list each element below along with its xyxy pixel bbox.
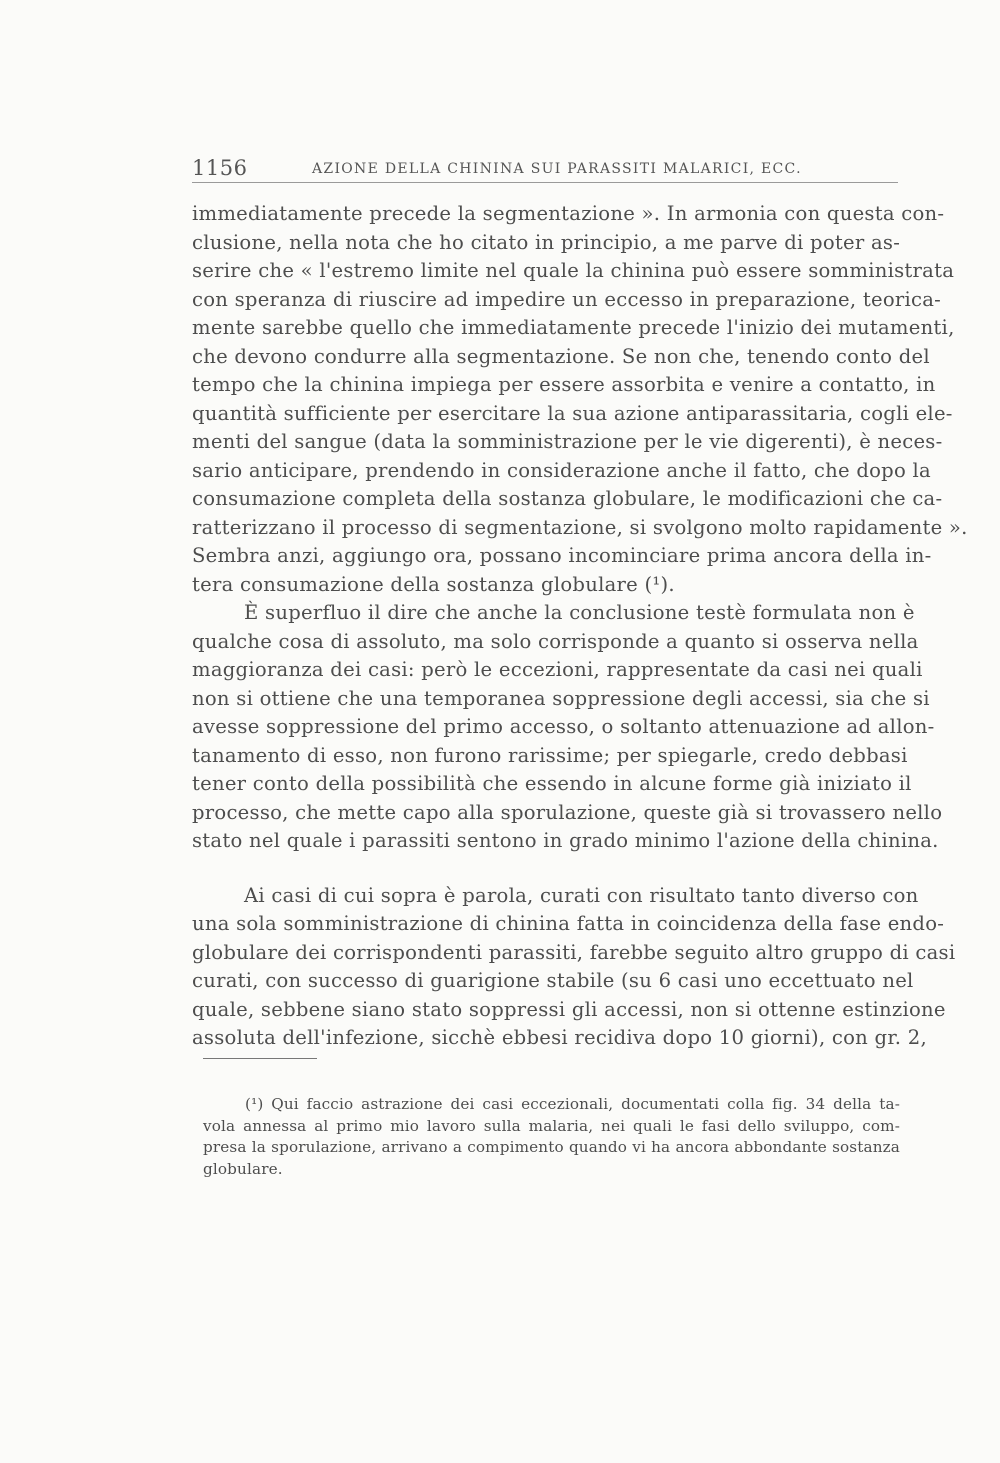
text-line: qualche cosa di assoluto, ma solo corrisponde a quanto si osserva nella	[192, 629, 919, 653]
text-line: avesse soppressione del primo accesso, o soltanto attenuazione ad allon-	[192, 715, 935, 738]
text-line: quale, sebbene siano stato soppressi gli accessi, non si ottenne estinzione	[192, 997, 946, 1021]
running-head	[192, 152, 898, 183]
text-line: mente sarebbe quello che immediatamente precede l'inizio dei mutamenti,	[192, 316, 955, 339]
text-line: curati, con successo di guarigione stabile (su 6 casi uno eccettuato nel	[192, 969, 914, 992]
footnote-line: presa la sporulazione, arrivano a compimento quando vi ha ancora abbondante sostanza	[203, 1138, 900, 1156]
footnote-line: vola annessa al primo mio lavoro sulla malaria, nei quali le fasi dello sviluppo, com-	[203, 1116, 900, 1135]
text-line: Sembra anzi, aggiungo ora, possano incominciare prima ancora della in-	[192, 544, 932, 567]
text-line: non si ottiene che una temporanea soppressione degli accessi, sia che si	[192, 686, 930, 710]
footnote-rule	[203, 1058, 317, 1059]
text-line: Ai casi di cui sopra è parola, curati con risultato tanto diverso con	[244, 883, 919, 907]
footnote	[203, 1094, 900, 1180]
text-line: consumazione completa della sostanza globulare, le modificazioni che ca-	[192, 487, 943, 510]
text-line: immediatamente precede la segmentazione ». In armonia con questa con-	[192, 202, 945, 225]
text-line: ratterizzano il processo di segmentazione, si svolgono molto rapidamente ».	[192, 515, 968, 539]
text-line: maggioranza dei casi: però le eccezioni, rappresentate da casi nei quali	[192, 658, 923, 681]
text-line: quantità sufficiente per esercitare la sua azione antiparassitaria, cogli ele-	[192, 401, 953, 425]
page-number: 1156	[192, 156, 248, 180]
text-line: con speranza di riuscire ad impedire un eccesso in preparazione, teorica-	[192, 287, 942, 311]
text-line: tera consumazione della sostanza globulare (¹).	[192, 572, 675, 596]
footnote-line: globulare.	[203, 1159, 283, 1178]
text-line: processo, che mette capo alla sporulazione, queste già si trovassero nello	[192, 800, 943, 824]
text-line: stato nel quale i parassiti sentono in grado minimo l'azione della chinina.	[192, 829, 939, 852]
paragraph-3	[192, 882, 956, 1053]
body-text	[192, 200, 968, 1053]
footnote-line: (¹) Qui faccio astrazione dei casi eccezionali, documentati colla fig. 34 della ta-	[245, 1095, 900, 1113]
paragraph-1	[192, 200, 968, 599]
text-line: clusione, nella nota che ho citato in principio, a me parve di poter as-	[192, 230, 901, 254]
text-line: serire che « l'estremo limite nel quale la chinina può essere somministrata	[192, 259, 955, 282]
text-line: tanamento di esso, non furono rarissime; per spiegarle, credo debbasi	[192, 743, 908, 767]
text-line: tempo che la chinina impiega per essere assorbita e venire a contatto, in	[192, 373, 936, 396]
text-line: menti del sangue (data la somministrazione per le vie digerenti), è neces-	[192, 430, 943, 453]
text-line: una sola somministrazione di chinina fatta in coincidenza della fase endo-	[192, 912, 945, 935]
text-line: tener conto della possibilità che essendo in alcune forme già iniziato il	[192, 772, 912, 795]
text-line: È superfluo il dire che anche la conclusione testè formulata non è	[244, 601, 915, 624]
text-line: assoluta dell'infezione, sicchè ebbesi recidiva dopo 10 giorni), con gr. 2,	[192, 1026, 927, 1049]
text-line: che devono condurre alla segmentazione. Se non che, tenendo conto del	[192, 344, 930, 368]
text-line: globulare dei corrispondenti parassiti, farebbe seguito altro gruppo di casi	[192, 940, 956, 964]
text-line: sario anticipare, prendendo in considerazione anche il fatto, che dopo la	[192, 458, 931, 482]
running-title: AZIONE DELLA CHININA SUI PARASSITI MALARICI, ECC.	[312, 161, 802, 177]
paragraph-gap	[192, 856, 898, 882]
paragraph-2	[192, 599, 943, 856]
